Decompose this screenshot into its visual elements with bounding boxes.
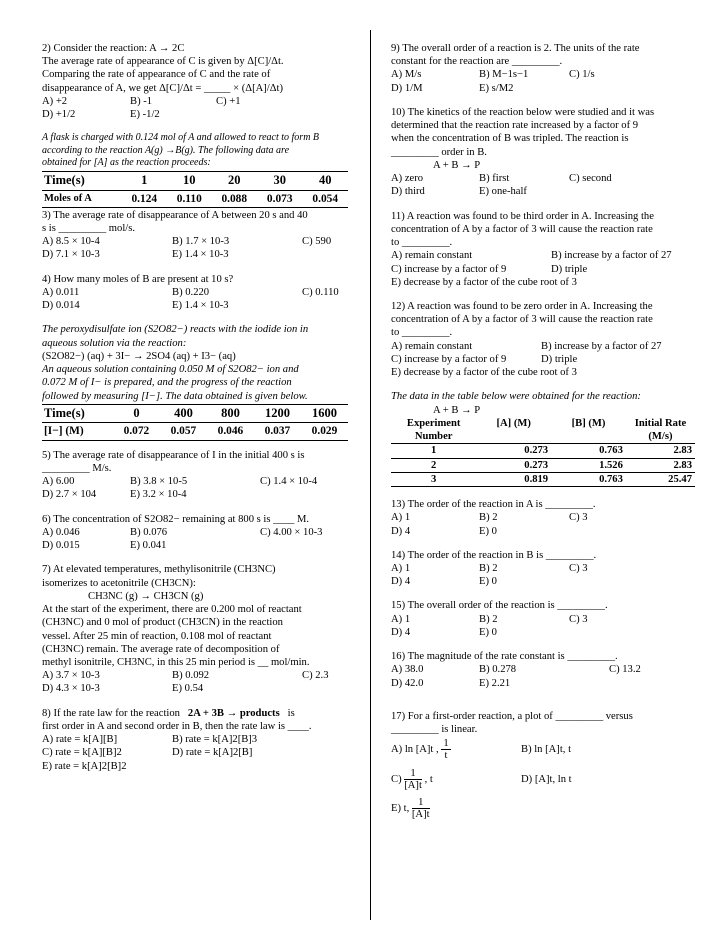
q13-option-a: A) 1 [391, 512, 411, 524]
q6-option-c: C) 4.00 × 10-3 [260, 526, 323, 538]
q2-option-a: A) +2 [42, 95, 68, 107]
q7-option-a: A) 3.7 × 10-3 [42, 670, 100, 682]
q15-option-d: D) 4 [391, 626, 411, 638]
flask-row-5: 0.054 [302, 190, 348, 207]
q11-option-b: B) increase by a factor of 27 [551, 250, 672, 262]
q16-line-1: 16) The magnitude of the rate constant is _________. [391, 651, 618, 663]
perox-line-1: The peroxydisulfate ion (S2O82−) reacts with the iodide ion in [42, 324, 309, 336]
q2-option-b: B) -1 [130, 95, 153, 107]
q3-option-d: D) 7.1 × 10-3 [42, 249, 100, 261]
flask-header-3: 20 [212, 171, 257, 190]
q12-option-e: E) decrease by a factor of the cube root of 3 [391, 367, 577, 379]
q12-line-1: 12) A reaction was found to be zero order in A. Increasing the [391, 300, 653, 312]
flask-data-table [42, 171, 348, 208]
q17-option-c-fraction [404, 768, 422, 791]
q9-option-d: D) 1/M [391, 82, 423, 94]
q14-option-e: E) 0 [479, 576, 497, 588]
q17-e-numerator: 1 [412, 797, 430, 809]
q10-option-d: D) third [391, 186, 425, 198]
perox-header-0: Time(s) [42, 404, 113, 423]
q17-option-a-fraction [441, 738, 450, 761]
rate-r2-c0: 2 [391, 458, 476, 472]
q5-option-a: A) 6.00 [42, 476, 75, 488]
perox-line-6: followed by measuring [I−]. The data obtained is given below. [42, 390, 308, 402]
rate-r2-c1: 0.273 [476, 458, 551, 472]
q7-line-7: (CH3NC) remain. The average rate of decomposition of [42, 643, 280, 655]
rate-r3-c1: 0.819 [476, 472, 551, 486]
flask-row-3: 0.088 [212, 190, 257, 207]
q7-option-e: E) 0.54 [172, 683, 204, 695]
left-column [42, 42, 348, 773]
perox-line-2: aqueous solution via the reaction: [42, 337, 187, 349]
rate-r1-c0: 1 [391, 444, 476, 458]
q14-option-d: D) 4 [391, 576, 411, 588]
q7-option-b: B) 0.092 [172, 670, 210, 682]
q14-option-b: B) 2 [479, 562, 498, 574]
rate-r3-c2: 0.763 [551, 472, 626, 486]
rate-r1-c1: 0.273 [476, 444, 551, 458]
rate-r2-c2: 1.526 [551, 458, 626, 472]
q8-line-1a: 8) If the rate law for the reaction [42, 707, 180, 719]
q7-line-3: CH3NC (g) → CH3CN (g) [88, 590, 204, 602]
q16-option-c: C) 13.2 [609, 664, 641, 676]
perox-header-5: 1600 [301, 404, 348, 423]
perox-line-4: An aqueous solution containing 0.050 M of S2O82− ion and [42, 364, 299, 376]
q9-option-a: A) M/s [391, 69, 422, 81]
q13-option-d: D) 4 [391, 525, 411, 537]
q9-option-c: C) 1/s [569, 69, 595, 81]
q10-reaction: A + B → P [433, 159, 481, 171]
q17-line-1: 17) For a first-order reaction, a plot of _________ versus [391, 710, 633, 722]
q15-option-b: B) 2 [479, 613, 498, 625]
q15-option-e: E) 0 [479, 626, 497, 638]
q10-option-b: B) first [479, 173, 510, 185]
q12-option-c: C) increase by a factor of 9 [391, 353, 507, 365]
rate-r1-c2: 0.763 [551, 444, 626, 458]
flask-row-4: 0.073 [257, 190, 302, 207]
q2-line-2: The average rate of appearance of C is given by Δ[C]/Δt. [42, 56, 284, 68]
q11-line-1: 11) A reaction was found to be third order in A. Increasing the [391, 210, 654, 222]
q2-option-d: D) +1/2 [42, 109, 76, 121]
flask-header-4: 30 [257, 171, 302, 190]
flask-header-1: 1 [122, 171, 167, 190]
q11-option-a: A) remain constant [391, 250, 473, 262]
q2-option-c: C) +1 [216, 95, 241, 107]
q8-line-2: first order in A and second order in B, then the rate law is ____. [42, 720, 312, 732]
q7-option-d: D) 4.3 × 10-3 [42, 683, 100, 695]
rate-header-0: Experiment Number [391, 417, 476, 444]
perox-row-0: [I−] (M) [42, 423, 113, 440]
q10-option-c: C) second [569, 173, 612, 185]
perox-header-1: 0 [113, 404, 160, 423]
q14-line-1: 14) The order of the reaction in B is _________. [391, 549, 597, 561]
flask-header-2: 10 [167, 171, 212, 190]
q14-option-a: A) 1 [391, 562, 411, 574]
q4-line-1: 4) How many moles of B are present at 10 s? [42, 273, 234, 285]
q4-option-e: E) 1.4 × 10-3 [172, 300, 229, 312]
rate-header-3: Initial Rate (M/s) [626, 417, 695, 444]
q17-c-numerator: 1 [404, 768, 422, 780]
q7-line-4: At the start of the experiment, there are 0.200 mol of reactant [42, 604, 302, 616]
q6-option-b: B) 0.076 [130, 526, 168, 538]
rate-header-1: [A] (M) [476, 417, 551, 444]
rate-data-passage [391, 390, 695, 487]
flask-row-0: Moles of A [42, 190, 122, 207]
q11-option-c: C) increase by a factor of 9 [391, 263, 507, 275]
q17-option-e-label: E) t, [391, 802, 410, 814]
q3-option-b: B) 1.7 × 10-3 [172, 236, 230, 248]
q7-line-5: (CH3NC) and 0 mol of product (CH3CN) in the reaction [42, 617, 283, 629]
q12-option-b: B) increase by a factor of 27 [541, 340, 662, 352]
q2-option-e: E) -1/2 [130, 109, 160, 121]
q10-line-3: when the concentration of B was tripled. The reaction is [391, 133, 629, 145]
rate-r2-c3: 2.83 [626, 458, 695, 472]
perox-line-5: 0.072 M of I− is prepared, and the progress of the reaction [42, 377, 292, 389]
q3-option-a: A) 8.5 × 10-4 [42, 236, 100, 248]
q10-line-2: determined that the reaction rate increased by a factor of 9 [391, 120, 639, 132]
flask-header-0: Time(s) [42, 171, 122, 190]
q8-reaction: 2A + 3B → products [187, 707, 280, 719]
q9-line-1: 9) The overall order of a reaction is 2. The units of the rate [391, 43, 640, 54]
q7-line-1: 7) At elevated temperatures, methylisonitrile (CH3NC) [42, 564, 276, 576]
q16-option-e: E) 2.21 [479, 677, 511, 689]
question-11 [391, 210, 695, 289]
question-9 [391, 42, 695, 95]
question-4 [42, 273, 348, 313]
perox-header-3: 800 [207, 404, 254, 423]
q17-option-a-text: A) ln [A]t , [391, 744, 439, 756]
q15-option-c: C) 3 [569, 613, 588, 625]
question-6 [42, 513, 348, 553]
q5-option-c: C) 1.4 × 10-4 [260, 476, 318, 488]
q5-line-2: _________ M/s. [42, 462, 112, 474]
q10-option-a: A) zero [391, 173, 424, 185]
q17-a-numerator: 1 [443, 738, 449, 750]
q16-option-a: A) 38.0 [391, 664, 424, 676]
q4-option-c: C) 0.110 [302, 286, 339, 298]
q13-option-c: C) 3 [569, 512, 588, 524]
rate-r3-c0: 3 [391, 472, 476, 486]
question-2 [42, 42, 348, 121]
flask-row-2: 0.110 [167, 190, 212, 207]
q7-line-8: methyl isonitrile, CH3NC, in this 25 min period is __ mol/min. [42, 656, 310, 668]
q17-option-c-tail: , t [424, 773, 433, 785]
q15-option-a: A) 1 [391, 613, 411, 625]
perox-row-2: 0.057 [160, 423, 207, 440]
q14-option-c: C) 3 [569, 562, 588, 574]
q2-line-4: disappearance of A, we get Δ[C]/Δt = _____ × (Δ[A]/Δt) [42, 82, 284, 94]
question-14 [391, 549, 695, 589]
flask-row-1: 0.124 [122, 190, 167, 207]
flask-line-2: according to the reaction A(g) →B(g). The following data are [42, 144, 290, 156]
question-3 [42, 209, 348, 262]
q2-line-3: Comparing the rate of appearance of C and the rate of [42, 69, 271, 81]
question-16 [391, 650, 695, 690]
q11-option-e: E) decrease by a factor of the cube root of 3 [391, 276, 577, 288]
q10-option-e: E) one-half [479, 186, 527, 198]
perox-row-1: 0.072 [113, 423, 160, 440]
q12-option-d: D) triple [541, 353, 578, 365]
q5-option-d: D) 2.7 × 104 [42, 489, 97, 501]
iodide-data-table [42, 404, 348, 441]
flask-line-1: A flask is charged with 0.124 mol of A and allowed to react to form B [42, 132, 320, 144]
q11-option-d: D) triple [551, 263, 588, 275]
q17-c-denominator: [A]t [404, 779, 422, 791]
q8-option-a: A) rate = k[A][B] [42, 734, 118, 746]
perox-row-4: 0.037 [254, 423, 301, 440]
perox-header-2: 400 [160, 404, 207, 423]
q17-option-b: B) ln [A]t, t [521, 744, 572, 756]
q3-line-2: s is _________ mol/s. [42, 223, 136, 235]
q17-option-d: D) [A]t, ln t [521, 773, 572, 785]
perox-row-5: 0.029 [301, 423, 348, 440]
q17-option-c-label: C) [391, 773, 402, 785]
peroxydisulfate-passage [42, 323, 348, 440]
right-column [391, 42, 695, 820]
tabledata-reaction: A + B → P [433, 404, 481, 416]
question-15 [391, 599, 695, 639]
q8-line-1c: is [287, 707, 295, 719]
q7-line-2: isomerizes to acetonitrile (CH3CN): [42, 577, 196, 589]
q5-option-b: B) 3.8 × 10-5 [130, 476, 188, 488]
q17-line-2: _________ is linear. [391, 724, 478, 736]
flask-line-3: obtained for [A] as the reaction proceeds: [42, 157, 211, 169]
q8-option-b: B) rate = k[A]2[B]3 [172, 734, 258, 746]
flask-header-5: 40 [302, 171, 348, 190]
question-13 [391, 498, 695, 538]
q8-option-d: D) rate = k[A]2[B] [172, 747, 253, 759]
q6-option-e: E) 0.041 [130, 540, 167, 552]
q7-line-6: vessel. After 25 min of reaction, 0.108 mol of reactant [42, 630, 272, 642]
q8-option-e: E) rate = k[A]2[B]2 [42, 760, 127, 772]
q8-option-c: C) rate = k[A][B]2 [42, 747, 122, 759]
q10-line-4: _________ order in B. [391, 146, 487, 158]
rate-data-table [391, 417, 695, 487]
question-5 [42, 449, 348, 502]
rate-header-2: [B] (M) [551, 417, 626, 444]
q13-option-b: B) 2 [479, 512, 498, 524]
q2-line-1: 2) Consider the reaction: A → 2C [42, 43, 185, 54]
perox-header-4: 1200 [254, 404, 301, 423]
rate-r1-c3: 2.83 [626, 444, 695, 458]
q3-line-1: 3) The average rate of disappearance of A between 20 s and 40 [42, 209, 308, 221]
q12-line-3: to _________. [391, 327, 453, 339]
q3-option-c: C) 590 [302, 236, 332, 248]
question-10 [391, 106, 695, 199]
q5-line-1: 5) The average rate of disappearance of I in the initial 400 s is [42, 449, 305, 461]
q3-option-e: E) 1.4 × 10-3 [172, 249, 229, 261]
q11-line-2: concentration of A by a factor of 3 will cause the reaction rate [391, 223, 653, 235]
rate-r3-c3: 25.47 [626, 472, 695, 486]
q9-option-b: B) M−1s−1 [479, 69, 529, 81]
q9-option-e: E) s/M2 [479, 82, 514, 94]
q6-option-d: D) 0.015 [42, 540, 80, 552]
question-8 [42, 707, 348, 773]
q9-line-2: constant for the reaction are _________. [391, 56, 563, 68]
tabledata-line-1: The data in the table below were obtained for the reaction: [391, 391, 641, 403]
q15-line-1: 15) The overall order of the reaction is _________. [391, 600, 608, 612]
q17-a-denominator: t [444, 750, 448, 762]
q6-option-a: A) 0.046 [42, 526, 80, 538]
q7-option-c: C) 2.3 [302, 670, 329, 682]
q12-line-2: concentration of A by a factor of 3 will cause the reaction rate [391, 314, 653, 326]
column-divider [370, 30, 371, 920]
question-7 [42, 563, 348, 695]
q13-line-1: 13) The order of the reaction in A is _________. [391, 499, 596, 511]
question-12 [391, 300, 695, 379]
perox-line-3: (S2O82−) (aq) + 3I− → 2SO4 (aq) + I3− (aq) [42, 350, 236, 362]
q5-option-e: E) 3.2 × 10-4 [130, 489, 187, 501]
q6-line-1: 6) The concentration of S2O82− remaining at 800 s is ____ M. [42, 513, 310, 525]
q17-option-e-fraction [412, 797, 430, 820]
q16-option-b: B) 0.278 [479, 664, 517, 676]
perox-row-3: 0.046 [207, 423, 254, 440]
q4-option-a: A) 0.011 [42, 286, 80, 298]
q10-line-1: 10) The kinetics of the reaction below were studied and it was [391, 106, 655, 118]
q12-option-a: A) remain constant [391, 340, 473, 352]
q16-option-d: D) 42.0 [391, 677, 424, 689]
q4-option-d: D) 0.014 [42, 300, 80, 312]
q11-line-3: to _________. [391, 237, 453, 249]
question-17 [391, 710, 695, 820]
flask-passage [42, 132, 348, 207]
q4-option-b: B) 0.220 [172, 286, 210, 298]
q17-e-denominator: [A]t [411, 808, 430, 820]
q13-option-e: E) 0 [479, 525, 497, 537]
